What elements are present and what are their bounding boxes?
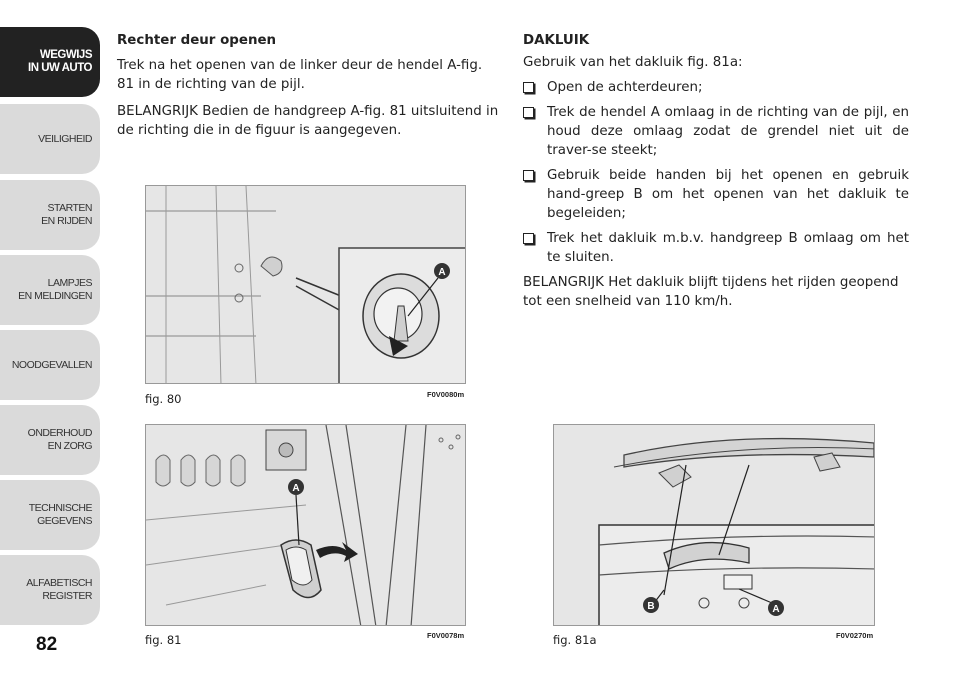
tab-onderhoud[interactable] bbox=[0, 405, 100, 475]
callout-b: B bbox=[647, 601, 655, 612]
tab-label: NOODGEVALLEN bbox=[11, 358, 92, 371]
list-item-text: Gebruik beide handen bij het openen en gebruik hand-greep B om het openen van het dakluik te begeleiden; bbox=[547, 168, 909, 221]
steps-list bbox=[523, 78, 909, 267]
checkbox-bullet-icon bbox=[523, 233, 534, 244]
tab-label: ONDERHOUD EN ZORG bbox=[27, 427, 92, 452]
paragraph: BELANGRIJK Bedien de handgreep A-fig. 81 uitsluitend in de richting die in de figuur is aangegeven. bbox=[117, 104, 499, 138]
figure-code: F0V0080m bbox=[427, 390, 465, 399]
tab-lampjes[interactable] bbox=[0, 255, 100, 325]
tab-label: LAMPJES EN MELDINGEN bbox=[18, 277, 92, 302]
tab-label: VEILIGHEID bbox=[38, 132, 92, 145]
note-text: BELANGRIJK Het dakluik blijft tijdens het rijden geopend tot een snelheid van 110 km/h. bbox=[523, 275, 899, 309]
tab-starten[interactable] bbox=[0, 180, 100, 250]
paragraph: Trek na het openen van de linker deur de hendel A-fig. 81 in de richting van de pijl. bbox=[117, 58, 483, 92]
door-latch-illustration bbox=[146, 186, 466, 384]
checkbox-bullet-icon bbox=[523, 107, 534, 118]
tab-technische[interactable] bbox=[0, 480, 100, 550]
list-item-text: Trek het dakluik m.b.v. handgreep B omlaag om het te sluiten. bbox=[547, 231, 909, 265]
list-item-text: Open de achterdeuren; bbox=[547, 80, 703, 95]
figure-81a-image bbox=[553, 424, 875, 626]
roof-hatch-illustration bbox=[554, 425, 875, 626]
page-number: 82 bbox=[36, 634, 58, 655]
callout-a: A bbox=[438, 267, 446, 278]
list-item bbox=[523, 229, 909, 267]
tab-label: ALFABETISCH REGISTER bbox=[26, 577, 92, 602]
figure-80-image bbox=[145, 185, 466, 384]
figure-81-image bbox=[145, 424, 466, 626]
figure-code: F0V0270m bbox=[836, 631, 874, 640]
list-item bbox=[523, 78, 909, 97]
list-item bbox=[523, 166, 909, 223]
checkbox-bullet-icon bbox=[523, 170, 534, 181]
tab-label: TECHNISCHE GEGEVENS bbox=[28, 502, 92, 527]
callout-a: A bbox=[772, 604, 780, 615]
list-item-text: Trek de hendel A omlaag in de richting van de pijl, en houd deze omlaag zodat de grendel niet uit de traver-se steekt; bbox=[547, 105, 909, 158]
tab-wegwijs[interactable] bbox=[0, 27, 100, 97]
list-item bbox=[523, 103, 909, 160]
left-column bbox=[117, 31, 502, 148]
figure-code: F0V0078m bbox=[427, 631, 465, 640]
tab-label: STARTEN EN RIJDEN bbox=[41, 202, 92, 227]
section-heading: Rechter deur openen bbox=[117, 33, 277, 48]
figure-caption: fig. 81a bbox=[553, 633, 597, 647]
tab-veiligheid[interactable] bbox=[0, 104, 100, 174]
checkbox-bullet-icon bbox=[523, 82, 534, 93]
right-column bbox=[523, 31, 909, 319]
tab-noodgevallen[interactable] bbox=[0, 330, 100, 400]
tab-label: WEGWIJS IN UW AUTO bbox=[28, 49, 92, 74]
figure-caption: fig. 80 bbox=[145, 392, 182, 406]
door-handle-illustration bbox=[146, 425, 466, 626]
intro-text: Gebruik van het dakluik fig. 81a: bbox=[523, 55, 743, 70]
figure-caption: fig. 81 bbox=[145, 633, 182, 647]
section-heading: DAKLUIK bbox=[523, 33, 590, 48]
callout-a: A bbox=[292, 483, 300, 494]
tab-register[interactable] bbox=[0, 555, 100, 625]
